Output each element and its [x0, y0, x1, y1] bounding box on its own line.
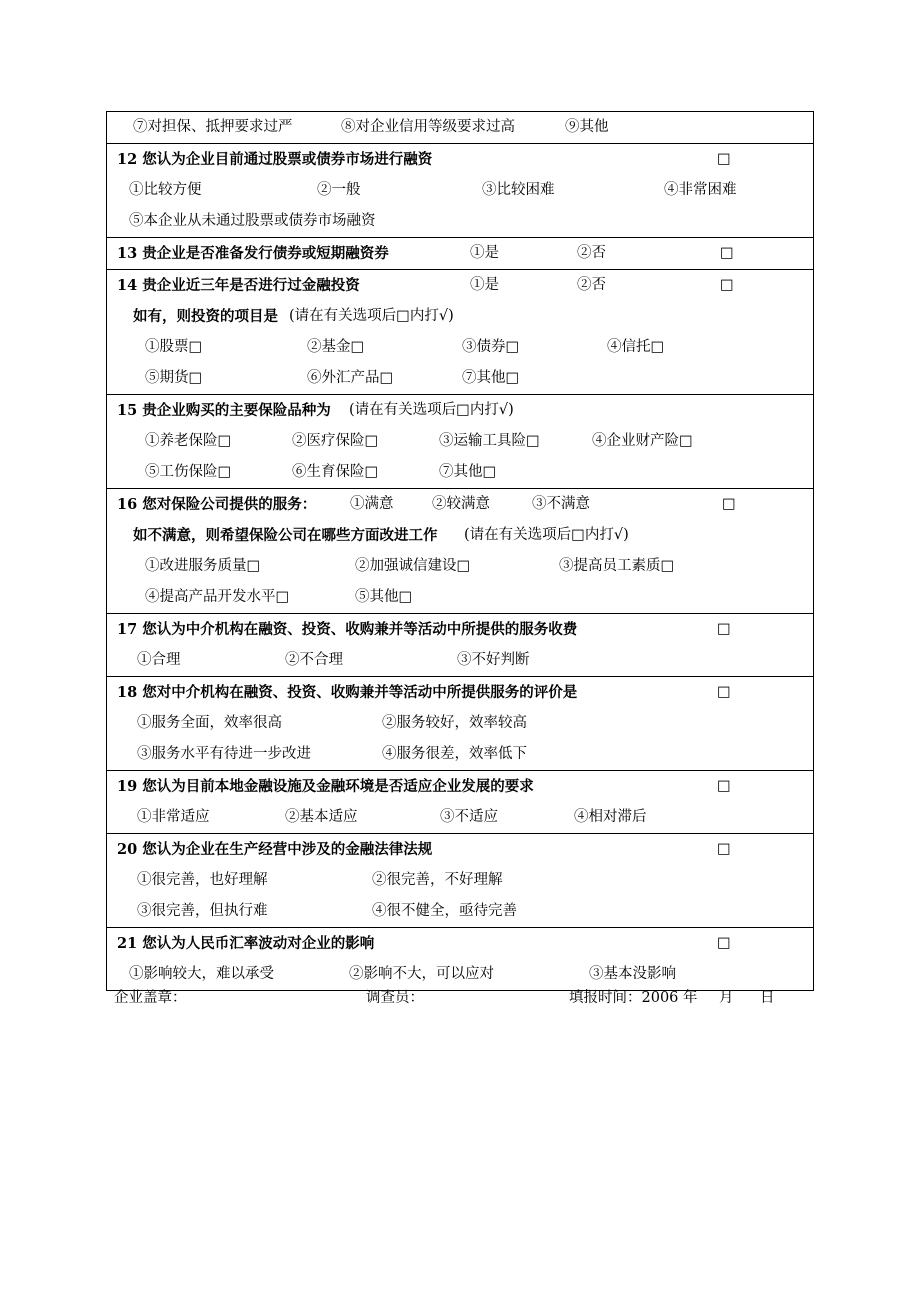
- option-maternity-insurance[interactable]: ⑥生育保险□: [292, 464, 379, 480]
- instruction-text: (请在有关选项后□内打√): [464, 527, 629, 543]
- option-1: ①比较方便: [129, 182, 202, 198]
- answer-checkbox[interactable]: □: [717, 935, 731, 951]
- option-unsatisfied: ③不满意: [532, 496, 590, 512]
- option-5: ⑤本企业从未通过股票或债券市场融资: [129, 213, 376, 229]
- option-other[interactable]: ⑤其他□: [355, 589, 413, 605]
- option-hard-to-judge: ③不好判断: [457, 652, 530, 668]
- option-vehicle-insurance[interactable]: ③运输工具险□: [439, 433, 540, 449]
- sub-question-row: [107, 301, 813, 332]
- question-row: [107, 270, 813, 301]
- section-q19: [107, 771, 813, 834]
- option-other: ⑨其他: [565, 119, 609, 135]
- answer-checkbox[interactable]: □: [720, 277, 734, 293]
- option-pension-insurance[interactable]: ①养老保险□: [145, 433, 232, 449]
- option-stocks[interactable]: ①股票□: [145, 339, 203, 355]
- option-forex[interactable]: ⑥外汇产品□: [307, 370, 394, 386]
- question-14-text: 14 贵企业近三年是否进行过金融投资: [117, 277, 360, 294]
- sub-question-row: [107, 520, 813, 551]
- section-q13: [107, 238, 813, 270]
- section-q12: [107, 144, 813, 238]
- option-row: [107, 206, 813, 237]
- option-2: ②影响不大，可以应对: [349, 966, 494, 982]
- company-seal-label: 企业盖章：: [114, 990, 187, 1006]
- option-row: [107, 112, 813, 143]
- answer-checkbox[interactable]: □: [717, 151, 731, 167]
- option-1: ①影响较大，难以承受: [129, 966, 274, 982]
- question-row: [107, 928, 813, 959]
- option-futures[interactable]: ⑤期货□: [145, 370, 203, 386]
- option-injury-insurance[interactable]: ⑤工伤保险□: [145, 464, 232, 480]
- option-4: ④非常困难: [664, 182, 737, 198]
- question-19-text: 19 您认为目前本地金融设施及金融环境是否适应企业发展的要求: [117, 778, 534, 795]
- instruction-text: (请在有关选项后□内打√): [349, 402, 514, 418]
- option-2: ②很完善，不好理解: [372, 872, 503, 888]
- option-row: [107, 363, 813, 394]
- option-row: [107, 708, 813, 739]
- option-other[interactable]: ⑦其他□: [462, 370, 520, 386]
- option-row: [107, 645, 813, 676]
- option-3: ③不适应: [440, 809, 498, 825]
- question-row: [107, 144, 813, 175]
- section-q11-continued: [107, 112, 813, 144]
- question-18-text: 18 您对中介机构在融资、投资、收购兼并等活动中所提供服务的评价是: [117, 684, 578, 701]
- question-13-text: 13 贵企业是否准备发行债券或短期融资券: [117, 245, 389, 262]
- option-integrity[interactable]: ②加强诚信建设□: [355, 558, 471, 574]
- option-3: ③比较困难: [482, 182, 555, 198]
- section-q18: [107, 677, 813, 771]
- answer-checkbox[interactable]: □: [717, 621, 731, 637]
- option-row: [107, 865, 813, 896]
- option-row: [107, 739, 813, 770]
- fill-date-label: 填报时间：2006 年: [569, 990, 698, 1006]
- option-property-insurance[interactable]: ④企业财产险□: [592, 433, 693, 449]
- option-row: [107, 551, 813, 582]
- option-yes: ①是: [470, 277, 499, 293]
- question-row: [107, 489, 813, 520]
- option-3: ③很完善，但执行难: [137, 903, 268, 919]
- question-row: [107, 614, 813, 645]
- option-3: ③服务水平有待进一步改进: [137, 746, 311, 762]
- form-footer: [0, 984, 920, 1012]
- question-row: [107, 395, 813, 426]
- month-label: 月: [719, 990, 734, 1006]
- option-1: ①很完善，也好理解: [137, 872, 268, 888]
- section-q16: [107, 489, 813, 614]
- question-16-text: 16 您对保险公司提供的服务：: [117, 496, 317, 513]
- day-label: 日: [760, 990, 775, 1006]
- section-q21: [107, 928, 813, 990]
- option-no: ②否: [577, 245, 606, 261]
- option-product-development[interactable]: ④提高产品开发水平□: [145, 589, 290, 605]
- option-medical-insurance[interactable]: ②医疗保险□: [292, 433, 379, 449]
- sub-question-text: 如有，则投资的项目是: [133, 308, 278, 325]
- sub-question-text: 如不满意，则希望保险公司在哪些方面改进工作: [133, 527, 438, 544]
- option-row: [107, 426, 813, 457]
- investigator-label: 调查员：: [366, 990, 424, 1006]
- option-4: ④服务很差，效率低下: [382, 746, 527, 762]
- option-2: ②服务较好，效率较高: [382, 715, 527, 731]
- section-q20: [107, 834, 813, 928]
- option-1: ①服务全面，效率很高: [137, 715, 282, 731]
- answer-checkbox[interactable]: □: [717, 684, 731, 700]
- question-17-text: 17 您认为中介机构在融资、投资、收购兼并等活动中所提供的服务收费: [117, 621, 578, 638]
- instruction-text: (请在有关选项后□内打√): [289, 308, 454, 324]
- option-trust[interactable]: ④信托□: [607, 339, 665, 355]
- option-row: [107, 582, 813, 613]
- answer-checkbox[interactable]: □: [717, 841, 731, 857]
- answer-checkbox[interactable]: □: [720, 245, 734, 261]
- answer-checkbox[interactable]: □: [717, 778, 731, 794]
- question-20-text: 20 您认为企业在生产经营中涉及的金融法律法规: [117, 841, 433, 858]
- option-2: ②基本适应: [285, 809, 358, 825]
- question-21-text: 21 您认为人民币汇率波动对企业的影响: [117, 935, 375, 952]
- answer-checkbox[interactable]: □: [722, 496, 736, 512]
- option-funds[interactable]: ②基金□: [307, 339, 365, 355]
- option-strict-collateral: ⑦对担保、抵押要求过严: [133, 119, 293, 135]
- option-3: ③基本没影响: [589, 966, 676, 982]
- option-fairly-satisfied: ②较满意: [432, 496, 490, 512]
- option-row: [107, 175, 813, 206]
- option-satisfied: ①满意: [350, 496, 394, 512]
- question-row: [107, 677, 813, 708]
- option-reasonable: ①合理: [137, 652, 181, 668]
- option-row: [107, 332, 813, 363]
- section-q14: [107, 270, 813, 395]
- option-no: ②否: [577, 277, 606, 293]
- question-15-text: 15 贵企业购买的主要保险品种为: [117, 402, 331, 419]
- option-4: ④很不健全，亟待完善: [372, 903, 517, 919]
- question-row: [107, 771, 813, 802]
- option-service-quality[interactable]: ①改进服务质量□: [145, 558, 261, 574]
- section-q17: [107, 614, 813, 677]
- option-row: [107, 802, 813, 833]
- option-other[interactable]: ⑦其他□: [439, 464, 497, 480]
- option-row: [107, 457, 813, 488]
- option-yes: ①是: [470, 245, 499, 261]
- option-row: [107, 896, 813, 927]
- question-row: [107, 238, 813, 269]
- option-1: ①非常适应: [137, 809, 210, 825]
- question-row: [107, 834, 813, 865]
- section-q15: [107, 395, 813, 489]
- option-2: ②一般: [317, 182, 361, 198]
- survey-form-table: [106, 111, 814, 991]
- option-bonds[interactable]: ③债券□: [462, 339, 520, 355]
- option-high-credit-rating: ⑧对企业信用等级要求过高: [341, 119, 515, 135]
- question-12-text: 12 您认为企业目前通过股票或债券市场进行融资: [117, 151, 433, 168]
- option-staff-quality[interactable]: ③提高员工素质□: [559, 558, 675, 574]
- option-4: ④相对滞后: [574, 809, 647, 825]
- option-unreasonable: ②不合理: [285, 652, 343, 668]
